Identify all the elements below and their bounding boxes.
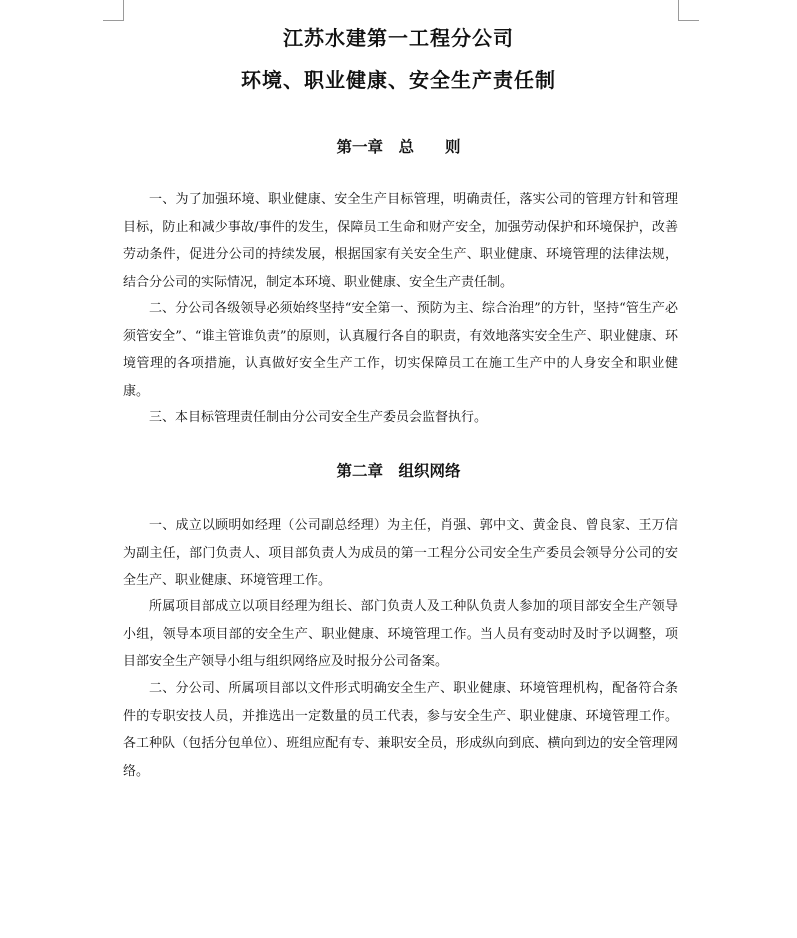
chapter-2-paragraph-3: 二、分公司、所属项目部以文件形式明确安全生产、职业健康、环境管理机构，配备符合条件的专职安技人员，并推选出一定数量的员工代表，参与安全生产、职业健康、环境管理工作。各工种队（包括分包单位）、班组应配有专、兼职安全员，形成纵向到底、横向到边的安全管理网络。 xyxy=(123,681,678,779)
document-title: 环境、职业健康、安全生产责任制 xyxy=(241,68,556,92)
crop-mark-top-right xyxy=(678,0,699,21)
chapter-1-paragraph-3: 三、本目标管理责任制由分公司安全生产委员会监督执行。 xyxy=(149,410,488,425)
chapter-1-paragraph-2: 二、分公司各级领导必须始终坚持“安全第一、预防为主、综合治理”的方针，坚持“管生产必须管安全”、“谁主管谁负责”的原则，认真履行各自的职责，有效地落实安全生产、职业健康、环境管理的各项措施，认真做好安全生产工作，切实保障员工在施工生产中的人身安全和职业健康。 xyxy=(123,301,678,399)
chapter-1-heading: 第一章 总 则 xyxy=(336,138,461,156)
chapter-2-paragraph-2: 所属项目部成立以项目经理为组长、部门负责人及工种队负责人参加的项目部安全生产领导小组，领导本项目部的安全生产、职业健康、环境管理工作。当人员有变动时及时予以调整，项目部安全生产领导小组与组织网络应及时报分公司备案。 xyxy=(123,599,678,669)
chapter-2-heading: 第二章 组织网络 xyxy=(336,462,461,480)
chapter-2-paragraph-1: 一、成立以顾明如经理（公司副总经理）为主任，肖强、郭中文、黄金良、曾良家、王万信为副主任，部门负责人、项目部负责人为成员的第一工程分公司安全生产委员会领导分公司的安全生产、职业健康、环境管理工作。 xyxy=(123,518,678,588)
crop-mark-top-left xyxy=(103,0,124,21)
company-title: 江苏水建第一工程分公司 xyxy=(283,26,514,50)
chapter-1-paragraph-1: 一、为了加强环境、职业健康、安全生产目标管理，明确责任，落实公司的管理方针和管理目标，防止和减少事故/事件的发生，保障员工生命和财产安全，加强劳动保护和环境保护，改善劳动条件，促进分公司的持续发展，根据国家有关安全生产、职业健康、环境管理的法律法规，结合分公司的实际情况，制定本环境、职业健康、安全生产责任制。 xyxy=(123,192,678,290)
